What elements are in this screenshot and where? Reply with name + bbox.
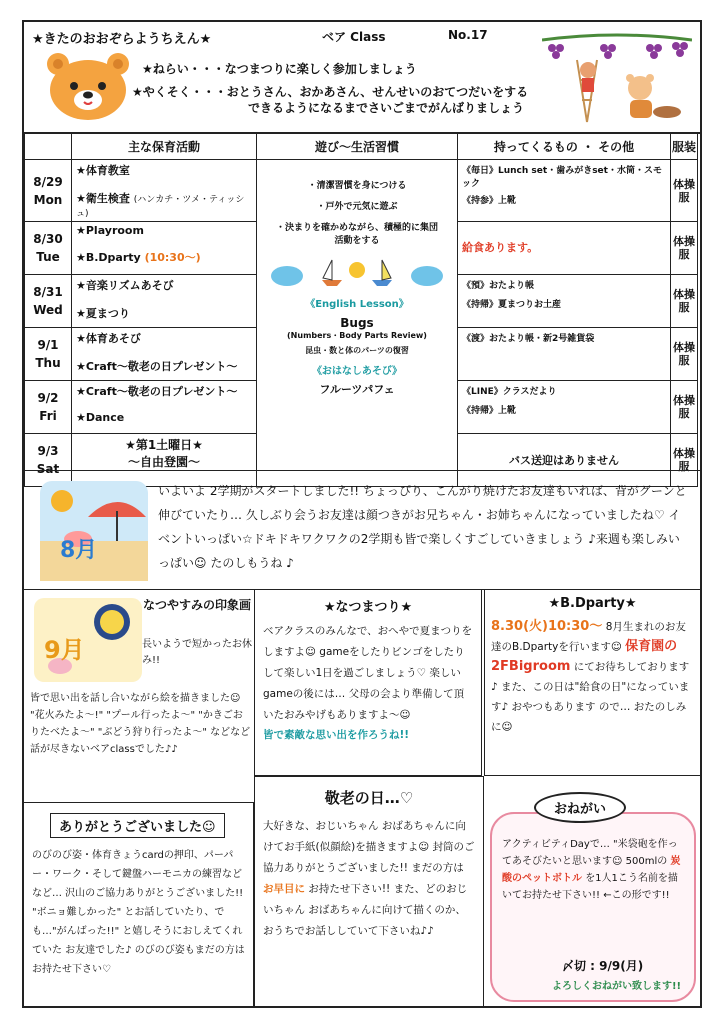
promise-text <box>132 84 528 116</box>
habit-2: ・戸外で元気に遊ぶ <box>316 202 398 212</box>
bring-item-2: 《持帰》上靴 <box>462 406 517 416</box>
bus-notice: バス送迎はありません <box>509 454 619 467</box>
date: 9/1 <box>37 338 59 352</box>
weekday: Sat <box>36 462 60 476</box>
bring-cell <box>458 222 671 275</box>
activity-2-label: ★B.Dparty <box>76 251 141 264</box>
keiro-text-2: お持たせ下さい!! また、どのおじいちゃん おばあちゃんに向けて描くのか、おうちでお話ししていて下さいね♪♪ <box>263 883 468 937</box>
date-cell <box>25 160 72 222</box>
grape-picking-illustration <box>542 30 692 126</box>
bring-cell <box>458 160 671 222</box>
clothing-cell: 体操服 <box>671 328 698 381</box>
bring-cell <box>458 275 671 328</box>
english-lesson-note: 昆虫・数と体のパーツの復習 <box>305 346 409 355</box>
activity-2: ★Craft～敬老の日プレゼント～ <box>76 360 238 373</box>
activity-1: ★音楽リズムあそび <box>76 279 174 292</box>
play-header: 遊び～生活習慣 <box>257 133 458 160</box>
activity-2: ～自由登園～ <box>127 455 200 469</box>
activity-2-time: (10:30～) <box>144 251 201 264</box>
thanks-title: ありがとうございました☺ <box>50 813 225 838</box>
keiro-text-highlight: お早目に <box>263 883 305 895</box>
bdparty-time: 8.30(火)10:30～ <box>491 619 603 634</box>
clothing-cell: 体操服 <box>671 434 698 487</box>
activity-cell <box>72 328 257 381</box>
request-title: おねがい <box>534 792 626 823</box>
play-cell <box>257 160 458 487</box>
bring-item-1: 《渡》おたより帳・新2号雑貨袋 <box>462 334 595 344</box>
date: 8/29 <box>33 174 63 189</box>
promise-line-1: ★やくそく・・・おとうさん、おかあさん、せんせいのおてつだいをする <box>132 85 529 99</box>
summer-text-2: 皆で思い出を話し合いながら絵を描きました☺ "花火みたよ～!" "プール行ったよ～" "かきごおりたべたよ～" "ぶどう狩り行ったよ～" などなど話が尽きないベアclassでした♪♪ <box>30 693 251 755</box>
clothing-cell: 体操服 <box>671 381 698 434</box>
date-header <box>25 133 72 160</box>
english-lesson-title: 《English Lesson》 <box>305 299 409 310</box>
bring-item-1: 《LINE》クラスだより <box>462 387 557 397</box>
habit-1: ・清潔習慣を身につける <box>307 181 407 191</box>
promise-line-2: できるようになるまでさいごまでがんばりましょう <box>248 101 525 115</box>
bdparty-text-2: にてお待ちしております♪ また、この日は"給食の日"になっています♪ おやつもあります ので… おたのしみに☺ <box>491 661 690 733</box>
school-name: ★きたのおおぞらようちえん★ <box>32 32 212 47</box>
clothing-header: 服装 <box>671 133 698 160</box>
bring-item-2: 《持参》上靴 <box>462 196 517 206</box>
activity-cell <box>72 275 257 328</box>
festival-box <box>254 590 482 776</box>
request-box <box>490 802 696 1002</box>
keiro-text-1: 大好きな、おじいちゃん おばあちゃんに向けてお手紙(似顔絵)を描きますよ☺ 封筒のご協力ありがとうございました!! まだの方は <box>263 820 475 874</box>
date: 8/31 <box>33 285 63 299</box>
activity-2: ★Dance <box>76 411 125 424</box>
activity-1: ★体育あそび <box>76 332 141 345</box>
august-text: いよいよ 2学期がスタートしました!! ちょっぴり、こんがり焼けたお友達もいれば、背がグーンと伸びていたり… 久しぶり会うお友達は顔つきがお兄ちゃん・お姉ちゃんになっていましたね♡ イベントいっぱい☆ドキドキワクワクの2学期も皆で楽しくすごしていきましょう ♪来週も楽しみいっぱい☺ たのしもうね ♪ <box>158 484 687 570</box>
activity-cell <box>72 222 257 275</box>
bring-item-1: 《預》おたより帳 <box>462 281 535 291</box>
clothing-cell: 体操服 <box>671 160 698 222</box>
english-lesson-topic: Bugs <box>340 316 374 330</box>
issue-number: No.17 <box>448 28 488 42</box>
english-lesson-sub: (Numbers・Body Parts Review) <box>287 331 427 340</box>
thanks-box <box>24 802 254 1008</box>
festival-text-2: 皆で素敵な思い出を作ろうね!! <box>263 729 410 741</box>
august-message <box>24 470 700 590</box>
request-deadline: 〆切 : 9/9(月) <box>562 959 644 973</box>
cloud-boats-illustration <box>267 254 447 288</box>
bdparty-body <box>485 611 700 737</box>
date-cell <box>25 381 72 434</box>
header <box>24 22 700 134</box>
bring-item-1: 《毎日》Lunch set・歯みがきset・水筒・スモック <box>462 166 662 189</box>
habit-3: ・決まりを確かめながら、積極的に集団活動をする <box>275 223 438 246</box>
clothing-cell: 体操服 <box>671 222 698 275</box>
keiro-title: 敬老の日…♡ <box>324 789 414 807</box>
bring-item-2: 《持帰》夏まつりお土産 <box>462 300 562 310</box>
date-cell <box>25 275 72 328</box>
bdparty-box <box>484 590 700 776</box>
bear-face-icon <box>44 50 132 122</box>
weekday: Mon <box>33 192 63 207</box>
story-play-topic: フルーツパフェ <box>319 383 395 396</box>
activity-1: ★第1土曜日★ <box>125 438 203 452</box>
keiro-body <box>255 808 483 942</box>
weekday: Fri <box>39 409 57 423</box>
activity-1: ★Playroom <box>76 224 144 237</box>
september-badge-area <box>32 596 144 684</box>
keiro-box <box>254 776 484 1008</box>
weekly-schedule-table <box>24 132 698 487</box>
beach-umbrella-icon <box>38 479 150 583</box>
bring-header: 持ってくるもの ・ その他 <box>458 133 671 160</box>
thanks-text: のびのび姿・体育きょうcardの押印、パーパー・ワーク・そして鍵盤ハーモニカの練習などなど… 沢山のご協力ありがとうございました!! "ボニョ難しかった" とお話していたり、でも…"がんばった!!" と嬉しそうにおしえてくれていた お友達でした♪ のびのび姿もまだの方はお持たせ下さい♡ <box>32 850 245 975</box>
story-play-title: 《おはなしあそび》 <box>311 366 403 377</box>
weekday: Tue <box>36 250 60 264</box>
bdparty-title: ★B.Dparty★ <box>548 596 637 611</box>
festival-text-1: ベアクラスのみんなで、おへやで夏まつりをしますよ☺ gameをしたりビンゴをしたりして楽しい1日を過ごしましょう♡ 楽しいgameの後には… 父母の会より準備して頂いたおみやげもありますよ～☺ <box>263 625 473 721</box>
request-body <box>492 814 694 904</box>
date-cell <box>25 328 72 381</box>
request-text-3: を1人1こう名前を描いてお持たせ下さい!! ←この形です!! <box>502 873 678 901</box>
weekday: Thu <box>35 356 61 370</box>
august-badge: 8月 <box>60 538 98 563</box>
date: 8/30 <box>33 232 63 246</box>
activity-2 <box>76 190 252 219</box>
activity-1: ★体育教室 <box>76 164 130 177</box>
lunch-notice: 給食あります。 <box>462 241 539 254</box>
bdparty-text-1: 8月生まれのお友達のB.Dpartyを行います☺ <box>491 621 686 653</box>
request-text-1: アクティビティDayで… "米袋砲を作ってあそびたいと思います☺ <box>502 839 678 867</box>
table-row <box>25 160 698 222</box>
bdparty-place: 保育園の2FBigroom <box>491 639 678 674</box>
summer-box <box>142 596 252 690</box>
clothing-cell: 体操服 <box>671 275 698 328</box>
festival-title: ★なつまつり★ <box>323 600 413 615</box>
request-text-2: 500mlの <box>625 856 668 867</box>
activity-cell <box>72 160 257 222</box>
activity-cell <box>72 381 257 434</box>
activity-2-note: (ハンカチ・ツメ・ティッシュ) <box>76 195 245 219</box>
bring-cell <box>458 381 671 434</box>
activity-header: 主な保育活動 <box>72 133 257 160</box>
date: 9/3 <box>37 444 59 458</box>
activity-2 <box>76 249 252 265</box>
request-closing: よろしくおねがい致します!! <box>552 981 682 992</box>
newsletter-page <box>22 20 702 1008</box>
weekday: Wed <box>33 303 63 317</box>
class-name: ベア Class <box>322 30 386 44</box>
aim-text: ★ねらい・・・なつまつりに楽しく参加しましょう <box>142 62 417 76</box>
activity-2: ★夏まつり <box>76 307 130 320</box>
september-badge: 9月 <box>44 636 85 664</box>
bring-cell <box>458 328 671 381</box>
summer-text-1: 長いようで短かったお休み!! <box>142 639 252 666</box>
activity-2-label: ★衛生検査 <box>76 192 130 205</box>
activity-1: ★Craft～敬老の日プレゼント～ <box>76 385 238 398</box>
summer-title: なつやすみの印象画 <box>142 598 251 612</box>
date-cell <box>25 222 72 275</box>
date: 9/2 <box>37 391 59 405</box>
request-highlight: 炭酸のペットボトル <box>502 856 681 884</box>
table-header-row <box>25 133 698 160</box>
